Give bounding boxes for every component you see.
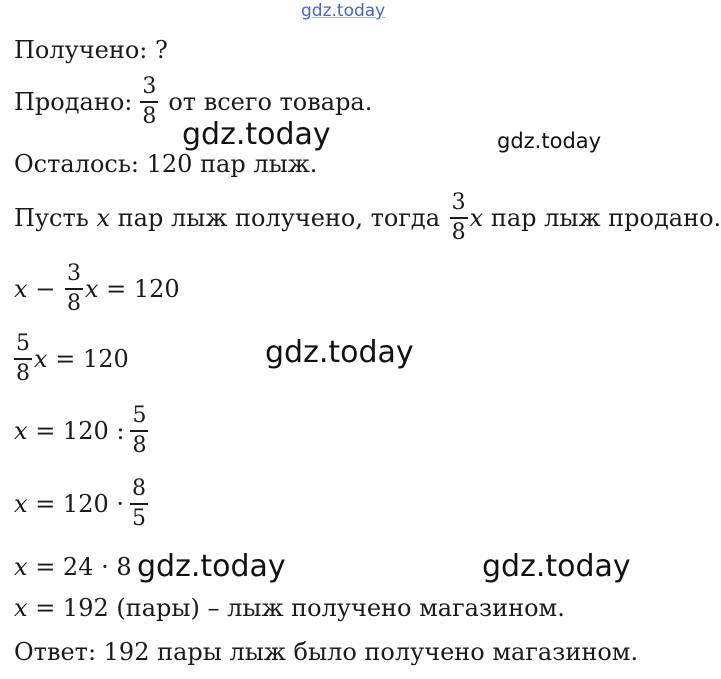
fraction-denominator: 8	[132, 433, 147, 458]
eq2-rhs: = 120	[55, 345, 129, 373]
watermark: gdz.today	[182, 117, 331, 152]
variable-x: x	[14, 553, 28, 581]
eq4-mid: = 120 ·	[35, 490, 124, 518]
eq6-rhs: = 192 (пары) – лыж получено магазином.	[35, 594, 565, 622]
fraction-numerator: 3	[65, 263, 83, 290]
equation-3	[14, 405, 150, 457]
variable-x: x	[34, 345, 48, 373]
variable-x: x	[84, 275, 99, 303]
variable-x: x	[14, 594, 28, 622]
sold-prefix: Продано:	[14, 88, 133, 116]
answer-text: Ответ: 192 пары лыж было получено магазином.	[14, 638, 639, 666]
sold-suffix: от всего товара.	[168, 88, 373, 116]
let-suffix: пар лыж продано.	[490, 204, 721, 232]
fraction-denominator: 8	[142, 104, 157, 129]
equation-1	[14, 263, 180, 315]
eq2-fraction	[14, 333, 32, 385]
eq1-rhs: = 120	[106, 275, 180, 303]
fraction-numerator: 5	[130, 405, 148, 432]
let-middle: пар лыж получено, тогда	[117, 204, 440, 232]
watermark: gdz.today	[497, 129, 602, 153]
fraction-denominator: 8	[451, 220, 466, 245]
eq3-mid: = 120 :	[35, 417, 125, 445]
fraction-denominator: 5	[132, 506, 146, 531]
received-text: Получено: ?	[14, 36, 168, 64]
minus-sign: −	[35, 275, 56, 303]
eq1-fraction	[65, 263, 83, 315]
variable-x: x	[469, 204, 484, 232]
fraction-denominator: 8	[66, 291, 81, 316]
watermark: gdz.today	[137, 549, 286, 584]
equation-2	[14, 333, 129, 385]
fraction-numerator: 3	[140, 76, 158, 103]
let-line	[14, 192, 721, 244]
fraction-numerator: 8	[130, 478, 148, 505]
sold-fraction	[140, 76, 158, 128]
received-line	[14, 38, 168, 62]
sold-line	[14, 76, 372, 128]
watermark-top[interactable]: gdz.today	[301, 1, 386, 21]
remaining-line	[14, 152, 317, 176]
eq4-fraction	[130, 478, 148, 530]
variable-x: x	[14, 417, 28, 445]
equation-5	[14, 555, 132, 579]
equation-4	[14, 478, 150, 530]
let-prefix: Пусть	[14, 204, 89, 232]
answer-line	[14, 640, 638, 664]
remaining-text: Осталось: 120 пар лыж.	[14, 150, 318, 178]
eq5-rhs: = 24 · 8	[35, 553, 132, 581]
let-fraction	[450, 192, 468, 244]
variable-x: x	[14, 275, 28, 303]
fraction-numerator: 5	[14, 333, 32, 360]
variable-x: x	[14, 490, 28, 518]
equation-6	[14, 596, 565, 620]
variable-x: x	[96, 204, 111, 232]
watermark: gdz.today	[265, 335, 414, 370]
fraction-numerator: 3	[450, 192, 468, 219]
watermark: gdz.today	[482, 549, 631, 584]
eq3-fraction	[130, 405, 148, 457]
fraction-denominator: 8	[16, 361, 30, 386]
